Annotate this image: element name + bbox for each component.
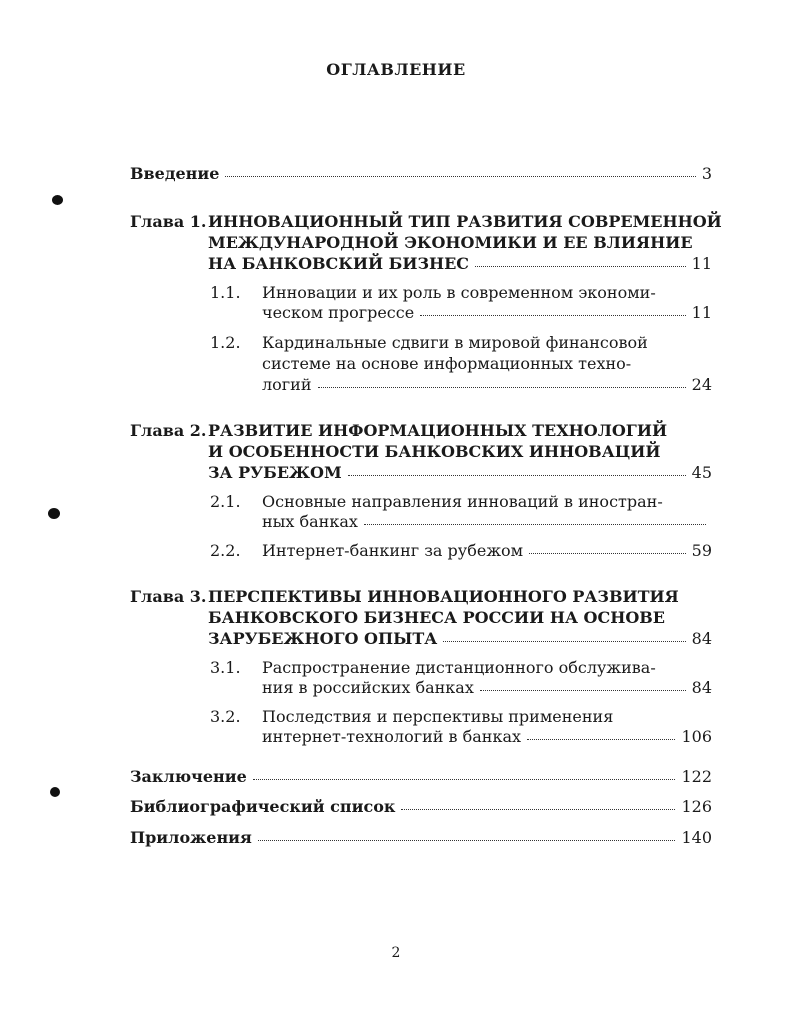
chapter-3-title-line: ЗАРУБЕЖНОГО ОПЫТА: [208, 629, 438, 648]
section-title-line[interactable]: Инновации и их роль в современном экономи-: [262, 283, 656, 302]
ink-blot: [52, 195, 63, 205]
section-title-line[interactable]: Распространение дистанционного обслужива-: [262, 658, 656, 677]
toc-page-number: 84: [691, 678, 712, 697]
toc-page-number: 84: [691, 629, 712, 648]
toc-entry-intro[interactable]: [130, 163, 712, 184]
dot-leader: [420, 302, 685, 316]
toc-entry-conclusion[interactable]: [130, 766, 712, 787]
dot-leader: [401, 796, 675, 810]
toc-page-number: 59: [691, 541, 712, 560]
chapter-1-label: Глава 1.: [130, 212, 207, 231]
chapter-1-title-line[interactable]: МЕЖДУНАРОДНОЙ ЭКОНОМИКИ И ЕЕ ВЛИЯНИЕ: [208, 233, 693, 252]
dot-leader: [475, 253, 686, 267]
chapter-2-title-line[interactable]: И ОСОБЕННОСТИ БАНКОВСКИХ ИННОВАЦИЙ: [208, 442, 661, 461]
toc-entry-chapter-2[interactable]: [208, 462, 712, 483]
ink-blot: [50, 787, 60, 797]
toc-entry-section-2-1[interactable]: [262, 511, 712, 532]
dot-leader: [443, 628, 685, 642]
dot-leader: [348, 462, 686, 476]
chapter-1-title-line: НА БАНКОВСКИЙ БИЗНЕС: [208, 254, 470, 273]
toc-entry-appendix[interactable]: [130, 827, 712, 848]
section-title-line[interactable]: Последствия и перспективы применения: [262, 707, 614, 726]
toc-entry-chapter-3[interactable]: [208, 628, 712, 649]
chapter-1-title-line[interactable]: ИННОВАЦИОННЫЙ ТИП РАЗВИТИЯ СОВРЕМЕННОЙ: [208, 212, 722, 231]
toc-page-number: 106: [681, 727, 712, 746]
dot-leader: [318, 374, 686, 388]
dot-leader: [253, 766, 676, 780]
chapter-2-label: Глава 2.: [130, 421, 207, 440]
section-number: 2.2.: [210, 541, 241, 560]
section-title-line[interactable]: системе на основе информационных техно-: [262, 354, 632, 373]
toc-entry-section-1-2[interactable]: [262, 374, 712, 395]
ink-blot: [48, 508, 60, 519]
page-title: ОГЛАВЛЕНИЕ: [326, 60, 466, 79]
section-number: 3.1.: [210, 658, 241, 677]
toc-entry-label: Библиографический список: [130, 797, 396, 816]
toc-entry-section-3-1[interactable]: [262, 677, 712, 698]
section-title-line: ния в российских банках: [262, 678, 474, 697]
section-title-line: ческом прогрессе: [262, 303, 415, 322]
chapter-3-title-line[interactable]: ПЕРСПЕКТИВЫ ИННОВАЦИОННОГО РАЗВИТИЯ: [208, 587, 679, 606]
dot-leader: [527, 726, 675, 740]
dot-leader: [364, 511, 706, 525]
toc-entry-chapter-1[interactable]: [208, 253, 712, 274]
chapter-3-title-line[interactable]: БАНКОВСКОГО БИЗНЕСА РОССИИ НА ОСНОВЕ: [208, 608, 665, 627]
section-title-line: Интернет-банкинг за рубежом: [262, 541, 524, 560]
toc-page-number: 45: [691, 463, 712, 482]
toc-entry-label: Заключение: [130, 767, 247, 786]
toc-page-number: 24: [691, 375, 712, 394]
toc-page-number: 126: [681, 797, 712, 816]
section-number: 1.2.: [210, 333, 241, 352]
dot-leader: [480, 677, 686, 691]
toc-page-number: 140: [681, 828, 712, 847]
section-number: 1.1.: [210, 283, 241, 302]
section-title-line[interactable]: Кардинальные сдвиги в мировой финансовой: [262, 333, 648, 352]
toc-entry-section-2-2[interactable]: [262, 540, 712, 561]
toc-page-number: 11: [691, 303, 712, 322]
section-number: 3.2.: [210, 707, 241, 726]
section-title-line: ных банках: [262, 512, 358, 531]
toc-page-number: 3: [701, 164, 712, 183]
toc-entry-section-1-1[interactable]: [262, 302, 712, 323]
dot-leader: [225, 163, 695, 177]
dot-leader: [529, 540, 686, 554]
page-number: 2: [391, 945, 401, 961]
toc-page-number: 11: [691, 254, 712, 273]
section-number: 2.1.: [210, 492, 241, 511]
chapter-2-title-line: ЗА РУБЕЖОМ: [208, 463, 342, 482]
toc-page-number: 122: [681, 767, 712, 786]
chapter-3-label: Глава 3.: [130, 587, 207, 606]
chapter-2-title-line[interactable]: РАЗВИТИЕ ИНФОРМАЦИОННЫХ ТЕХНОЛОГИЙ: [208, 421, 668, 440]
toc-entry-label: Введение: [130, 164, 220, 183]
section-title-line: логий: [262, 375, 312, 394]
toc-entry-section-3-2[interactable]: [262, 726, 712, 747]
section-title-line[interactable]: Основные направления инноваций в иностран-: [262, 492, 663, 511]
toc-entry-label: Приложения: [130, 828, 252, 847]
section-title-line: интернет-технологий в банках: [262, 727, 522, 746]
toc-entry-bibliography[interactable]: [130, 796, 712, 817]
dot-leader: [258, 827, 676, 841]
